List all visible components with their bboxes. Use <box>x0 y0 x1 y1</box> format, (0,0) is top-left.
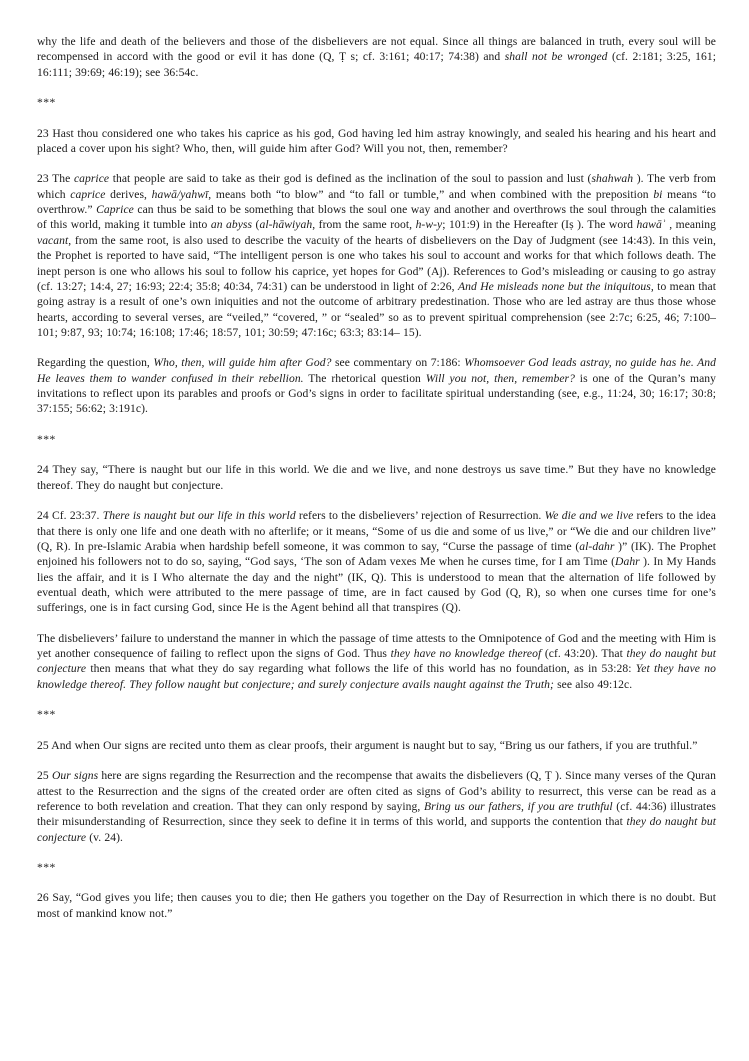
text-run: , meaning <box>665 218 716 232</box>
text-run: *** <box>37 96 56 110</box>
quoted-phrase: And He misleads none but the iniquitous, <box>457 279 654 293</box>
text-run: then means that what they do say regarding what follows the life of this world has no foundation, as in 53:28: <box>86 662 636 676</box>
text-run: 25 And when Our signs are recited unto them as clear proofs, their argument is naught but to say, “Bring us our fathers, if you are truthful.” <box>37 738 698 752</box>
text-run: The rhetorical question <box>303 371 426 385</box>
text-run: to mean that going astray is a result of one’s own iniquities and not the outcome of arbitrary predestination. Those who are led astray are thus those whose hearts, according to several verses, are “veiled,” “covered, ” or “sealed” so as to prevent spiritual comprehension (see 2:7c; 6:25, 46; 7:100– 101; 9:87, 93; 10:74; 16:108; 17:46; 18:57, 101; 30:59; 47:16c; 63:3; 83:14– 15). <box>37 279 717 339</box>
quoted-phrase: Dahr <box>615 555 640 569</box>
section-separator <box>37 860 716 875</box>
text-run: (cf. 2:181; 3:25, 161; 16:111; 39:69; 46:19); see 36:54c. <box>37 50 717 79</box>
verse-paragraph <box>37 462 716 493</box>
quoted-phrase: al-dahr <box>579 539 615 553</box>
quoted-phrase: Whomsoever God leads astray, no guide has he. And He leaves them to wander confused in their rebellion. <box>37 356 716 385</box>
quoted-phrase: al-hāwiyah <box>259 218 313 232</box>
verse-paragraph <box>37 890 716 921</box>
commentary-paragraph <box>37 508 716 615</box>
quoted-phrase: Our signs <box>51 769 99 783</box>
quoted-phrase: caprice <box>73 172 110 186</box>
quoted-phrase: There is naught but our life in this world <box>102 509 296 523</box>
text-run: 24 Cf. 23:37. <box>37 509 103 523</box>
text-run: 25 <box>37 769 52 783</box>
text-run: The disbelievers’ failure to understand the manner in which the passage of time attests to the Omnipotence of God and the meeting with Him is yet another consequence of failing to reflect upon the signs of God. Thus <box>37 631 716 661</box>
quoted-phrase: Who, then, will guide him after God? <box>153 356 332 370</box>
quoted-phrase: shahwah <box>591 172 634 186</box>
text-run: , from the same root, is also used to describe the vacuity of the hearts of disbelievers on the Day of Judgment (see 14:43). In this vein, the Prophet is reported to have said, “The intelligent person is one who takes his soul to account and works for that which follows death. The inept person is one who allows his soul to follow his caprice, yet hopes for God” (Aj). References to God’s misleading or causing to go astray (cf. 13:27; 14:4, 27; 16:93; 22:4; 35:8; 40:34, 74:31) can be understood in light of 2:26, <box>37 233 716 293</box>
text-run: is one of the Quran’s many invitations to reflect upon its parables and proofs or God’s signs in order to facilitate spiritual understanding (see, e.g., 11:24, 30; 16:17; 30:8; 37:155; 56:62; 3:191c). <box>37 371 716 416</box>
text-run: ). The verb from which <box>37 172 716 201</box>
text-run: 26 Say, “God gives you life; then causes you to die; then He gathers you together on the Day of Resurrection in which there is no doubt. But most of mankind know not.” <box>37 891 716 920</box>
text-run: *** <box>37 861 56 875</box>
text-run: ). In My Hands lies the affair, and it is I Who alternate the day and the night” (IK, Q). This is understood to mean that the alternation of life followed by eventual death, which were attributed to the mere passage of time, are in fact caused by God (Q, R), so when one curses time for one’s sufferings, one is in fact cursing God, since He is the Agent behind all that transpires (Q). <box>37 555 716 615</box>
quoted-phrase: Caprice <box>96 203 134 217</box>
text-run: derives, <box>105 187 152 201</box>
text-run: ( <box>252 218 260 232</box>
text-run: (v. 24). <box>86 830 124 844</box>
commentary-paragraph <box>37 355 716 416</box>
text-run: means “to overthrow.” <box>37 187 717 217</box>
quoted-phrase: hawāʾ <box>636 218 666 232</box>
commentary-paragraph <box>37 171 716 340</box>
text-run: why the life and death of the believers and those of the disbelievers are not equal. Since all things are balanced in truth, every soul will be recompensed in accord with the good or evil it has done (Q, Ṭ s; cf. 3:161; 40:17; 74:38) and <box>37 35 716 64</box>
text-run: )” (IK). The Prophet enjoined his followers not to do so, saying, “God says, ‘The son of Adam vexes Me when he curses time, for I am Time ( <box>37 539 716 569</box>
quoted-phrase: hawā/yahwī <box>151 187 209 201</box>
quoted-phrase: h-w-y <box>415 218 443 232</box>
text-run: see also 49:12c. <box>553 677 633 691</box>
verse-paragraph <box>37 126 716 157</box>
text-run: , means both “to blow” and “to fall or tumble,” and when combined with the preposition <box>208 187 654 201</box>
text-run: can thus be said to be something that blows the soul one way and another and overthrows the soul through the calamities of this world, making it tumble into <box>37 203 716 232</box>
quoted-phrase: Yet they have no knowledge thereof. They follow naught but conjecture; and surely conjecture avails naught against the Truth; <box>37 662 717 691</box>
quoted-phrase: they do naught but conjecture <box>37 815 717 844</box>
text-run: 24 They say, “There is naught but our life in this world. We die and we live, and none destroys us save time.” But they have no knowledge thereof. They do naught but conjecture. <box>37 463 716 492</box>
text-run: *** <box>37 432 56 446</box>
section-separator <box>37 432 716 447</box>
text-run: *** <box>37 708 56 722</box>
text-run: see commentary on 7:186: <box>331 356 465 370</box>
verse-paragraph <box>37 738 716 753</box>
quoted-phrase: Bring us our fathers, if you are truthful <box>423 799 613 813</box>
text-run: (cf. 43:20). That <box>541 647 627 661</box>
text-run: 23 Hast thou considered one who takes his caprice as his god, God having led him astray knowingly, and sealed his hearing and his heart and placed a cover upon his sight? Who, then, will guide him after God? Will you not, then, remember? <box>37 126 716 155</box>
quoted-phrase: they have no knowledge thereof <box>390 647 542 661</box>
quoted-phrase: they do naught but conjecture <box>37 647 717 676</box>
text-run: (cf. 44:36) illustrates their misunderstanding of Resurrection, since they seek to define it in terms of this world, and supports the contention that <box>37 799 716 829</box>
page-content <box>37 34 716 921</box>
text-run: , from the same root, <box>312 218 416 232</box>
quoted-phrase: Will you not, then, remember? <box>425 371 575 385</box>
quoted-phrase: shall not be wronged <box>504 50 608 64</box>
text-run: refers to the disbelievers’ rejection of Resurrection. <box>295 509 545 523</box>
text-run: 23 The <box>37 172 74 186</box>
text-run: here are signs regarding the Resurrection and the recompense that awaits the disbelievers (Q, Ṭ ). Since many verses of the Quran attest to the Resurrection and the signs of the created order are often cited as signs of God’s ability to resurrect, this verse can be read as a reference to both revelation and creation. That they can only respond by saying, <box>37 769 716 813</box>
quoted-phrase: an abyss <box>210 218 253 232</box>
text-run: refers to the idea that there is only one life and one death with no afterlife; or it means, “Some of us die and some of us live,” or “We die and our children live” (Q, R). In pre-Islamic Arabia when hardship befell someone, it was common to say, “Curse the passage of time ( <box>37 509 716 553</box>
quoted-phrase: caprice <box>70 187 106 201</box>
quoted-phrase: We die and we live <box>544 509 634 523</box>
quoted-phrase: bi <box>653 187 663 201</box>
text-run: that people are said to take as their god is defined as the inclination of the soul to passion and lust ( <box>109 172 592 186</box>
commentary-paragraph <box>37 768 716 845</box>
text-run: ; 101:9) in the Hereafter (Iṣ ). The word <box>442 218 637 232</box>
commentary-paragraph <box>37 34 716 80</box>
quoted-phrase: vacant <box>37 233 69 247</box>
section-separator <box>37 95 716 110</box>
section-separator <box>37 707 716 722</box>
commentary-paragraph <box>37 631 716 692</box>
text-run: Regarding the question, <box>37 356 154 370</box>
